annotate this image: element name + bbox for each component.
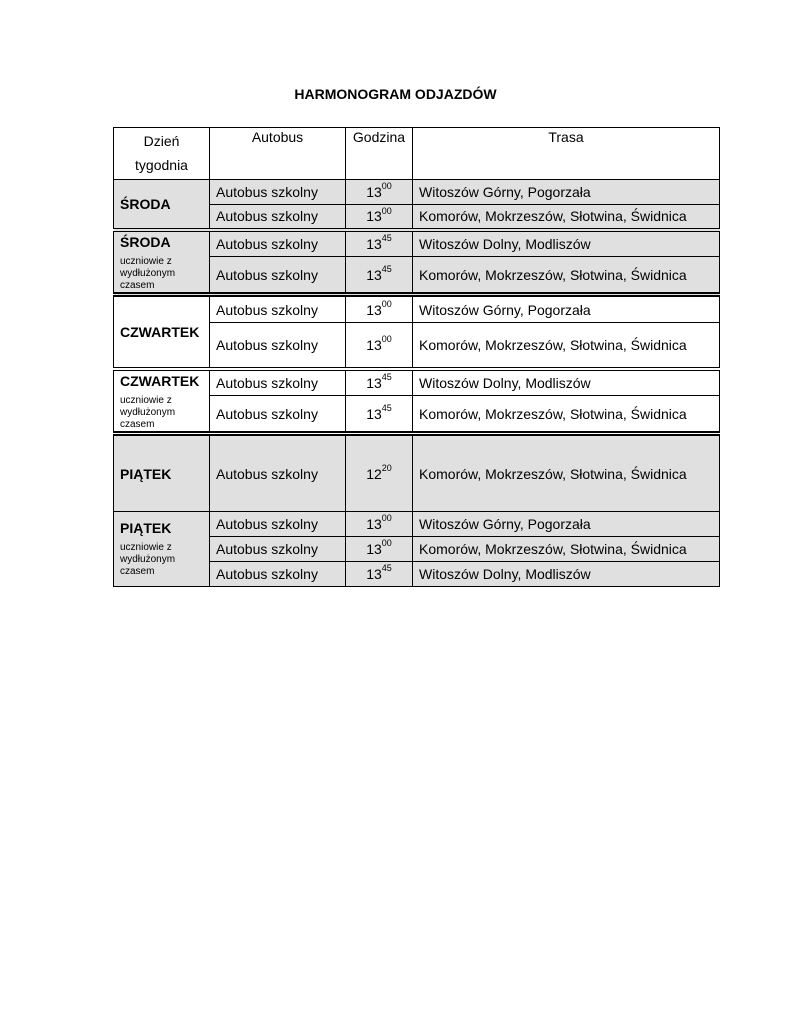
time-minute: 00 [381, 513, 392, 524]
route-cell: Komorów, Mokrzeszów, Słotwina, Świdnica [413, 257, 720, 295]
time-minute: 45 [381, 563, 392, 574]
route-cell: Komorów, Mokrzeszów, Słotwina, Świdnica [413, 434, 720, 512]
time-minute: 45 [381, 372, 392, 383]
route-cell: Witoszów Dolny, Modliszów [413, 369, 720, 396]
table-row [114, 230, 720, 257]
header-time: Godzina [346, 128, 413, 180]
time-cell [346, 396, 413, 434]
day-cell [114, 434, 210, 512]
header-day-line2: tygodnia [135, 157, 188, 173]
day-cell [114, 512, 210, 587]
time-cell [346, 512, 413, 537]
time-minute: 45 [381, 263, 392, 274]
route-cell: Komorów, Mokrzeszów, Słotwina, Świdnica [413, 537, 720, 562]
day-name: ŚRODA [120, 233, 171, 250]
bus-cell: Autobus szkolny [210, 180, 346, 205]
route-cell: Witoszów Górny, Pogorzała [413, 512, 720, 537]
time-hour: 13 [366, 516, 382, 532]
time-hour: 13 [366, 184, 382, 200]
day-note: uczniowie z wydłużonym czasem [120, 394, 176, 430]
day-cell [114, 369, 210, 434]
bus-cell: Autobus szkolny [210, 230, 346, 257]
day-name: CZWARTEK [120, 323, 200, 340]
bus-cell: Autobus szkolny [210, 434, 346, 512]
day-cell [114, 295, 210, 369]
header-route: Trasa [413, 128, 720, 180]
header-day-line1: Dzień [143, 133, 180, 149]
route-cell: Witoszów Górny, Pogorzała [413, 295, 720, 323]
time-hour: 13 [366, 541, 382, 557]
bus-cell: Autobus szkolny [210, 562, 346, 587]
time-cell [346, 205, 413, 230]
document-title: HARMONOGRAM ODJAZDÓW [294, 86, 497, 102]
time-minute: 45 [381, 402, 392, 413]
table-row [114, 180, 720, 205]
time-hour: 13 [366, 336, 382, 353]
bus-cell: Autobus szkolny [210, 537, 346, 562]
time-hour: 13 [366, 405, 382, 422]
schedule-table [113, 127, 720, 587]
table-row [114, 434, 720, 512]
table-row [114, 295, 720, 323]
time-cell [346, 257, 413, 295]
time-minute: 00 [381, 298, 392, 309]
time-cell [346, 369, 413, 396]
bus-cell: Autobus szkolny [210, 295, 346, 323]
bus-cell: Autobus szkolny [210, 205, 346, 230]
header-day [114, 128, 210, 180]
time-hour: 13 [366, 235, 382, 252]
route-cell: Witoszów Górny, Pogorzała [413, 180, 720, 205]
day-name: CZWARTEK [120, 372, 200, 389]
day-cell [114, 230, 210, 295]
table-row [114, 512, 720, 537]
day-note: uczniowie z wydłużonym czasem [120, 542, 176, 577]
time-minute: 00 [381, 538, 392, 549]
route-cell: Witoszów Dolny, Modliszów [413, 230, 720, 257]
bus-cell: Autobus szkolny [210, 369, 346, 396]
day-cell [114, 180, 210, 230]
time-cell [346, 562, 413, 587]
day-note: uczniowie z wydłużonym czasem [120, 255, 176, 291]
time-hour: 12 [366, 465, 382, 482]
day-name: PIĄTEK [120, 520, 172, 536]
bus-cell: Autobus szkolny [210, 512, 346, 537]
time-minute: 20 [381, 462, 392, 473]
time-cell [346, 295, 413, 323]
bus-cell: Autobus szkolny [210, 396, 346, 434]
route-cell: Witoszów Dolny, Modliszów [413, 562, 720, 587]
time-minute: 45 [381, 233, 392, 244]
table-row [114, 369, 720, 396]
header-row [114, 128, 720, 180]
header-bus: Autobus [210, 128, 346, 180]
route-cell: Komorów, Mokrzeszów, Słotwina, Świdnica [413, 205, 720, 230]
time-cell [346, 180, 413, 205]
time-cell [346, 434, 413, 512]
time-hour: 13 [366, 301, 382, 318]
time-hour: 13 [366, 374, 382, 391]
time-minute: 00 [381, 181, 392, 192]
time-cell [346, 323, 413, 369]
time-minute: 00 [381, 205, 392, 216]
day-name: PIĄTEK [120, 465, 172, 482]
time-minute: 00 [381, 334, 392, 345]
time-cell [346, 230, 413, 257]
bus-cell: Autobus szkolny [210, 257, 346, 295]
time-hour: 13 [366, 566, 382, 582]
route-cell: Komorów, Mokrzeszów, Słotwina, Świdnica [413, 323, 720, 369]
time-cell [346, 537, 413, 562]
route-cell: Komorów, Mokrzeszów, Słotwina, Świdnica [413, 396, 720, 434]
time-hour: 13 [366, 266, 382, 283]
bus-cell: Autobus szkolny [210, 323, 346, 369]
day-name: ŚRODA [120, 195, 171, 212]
time-hour: 13 [366, 208, 382, 225]
